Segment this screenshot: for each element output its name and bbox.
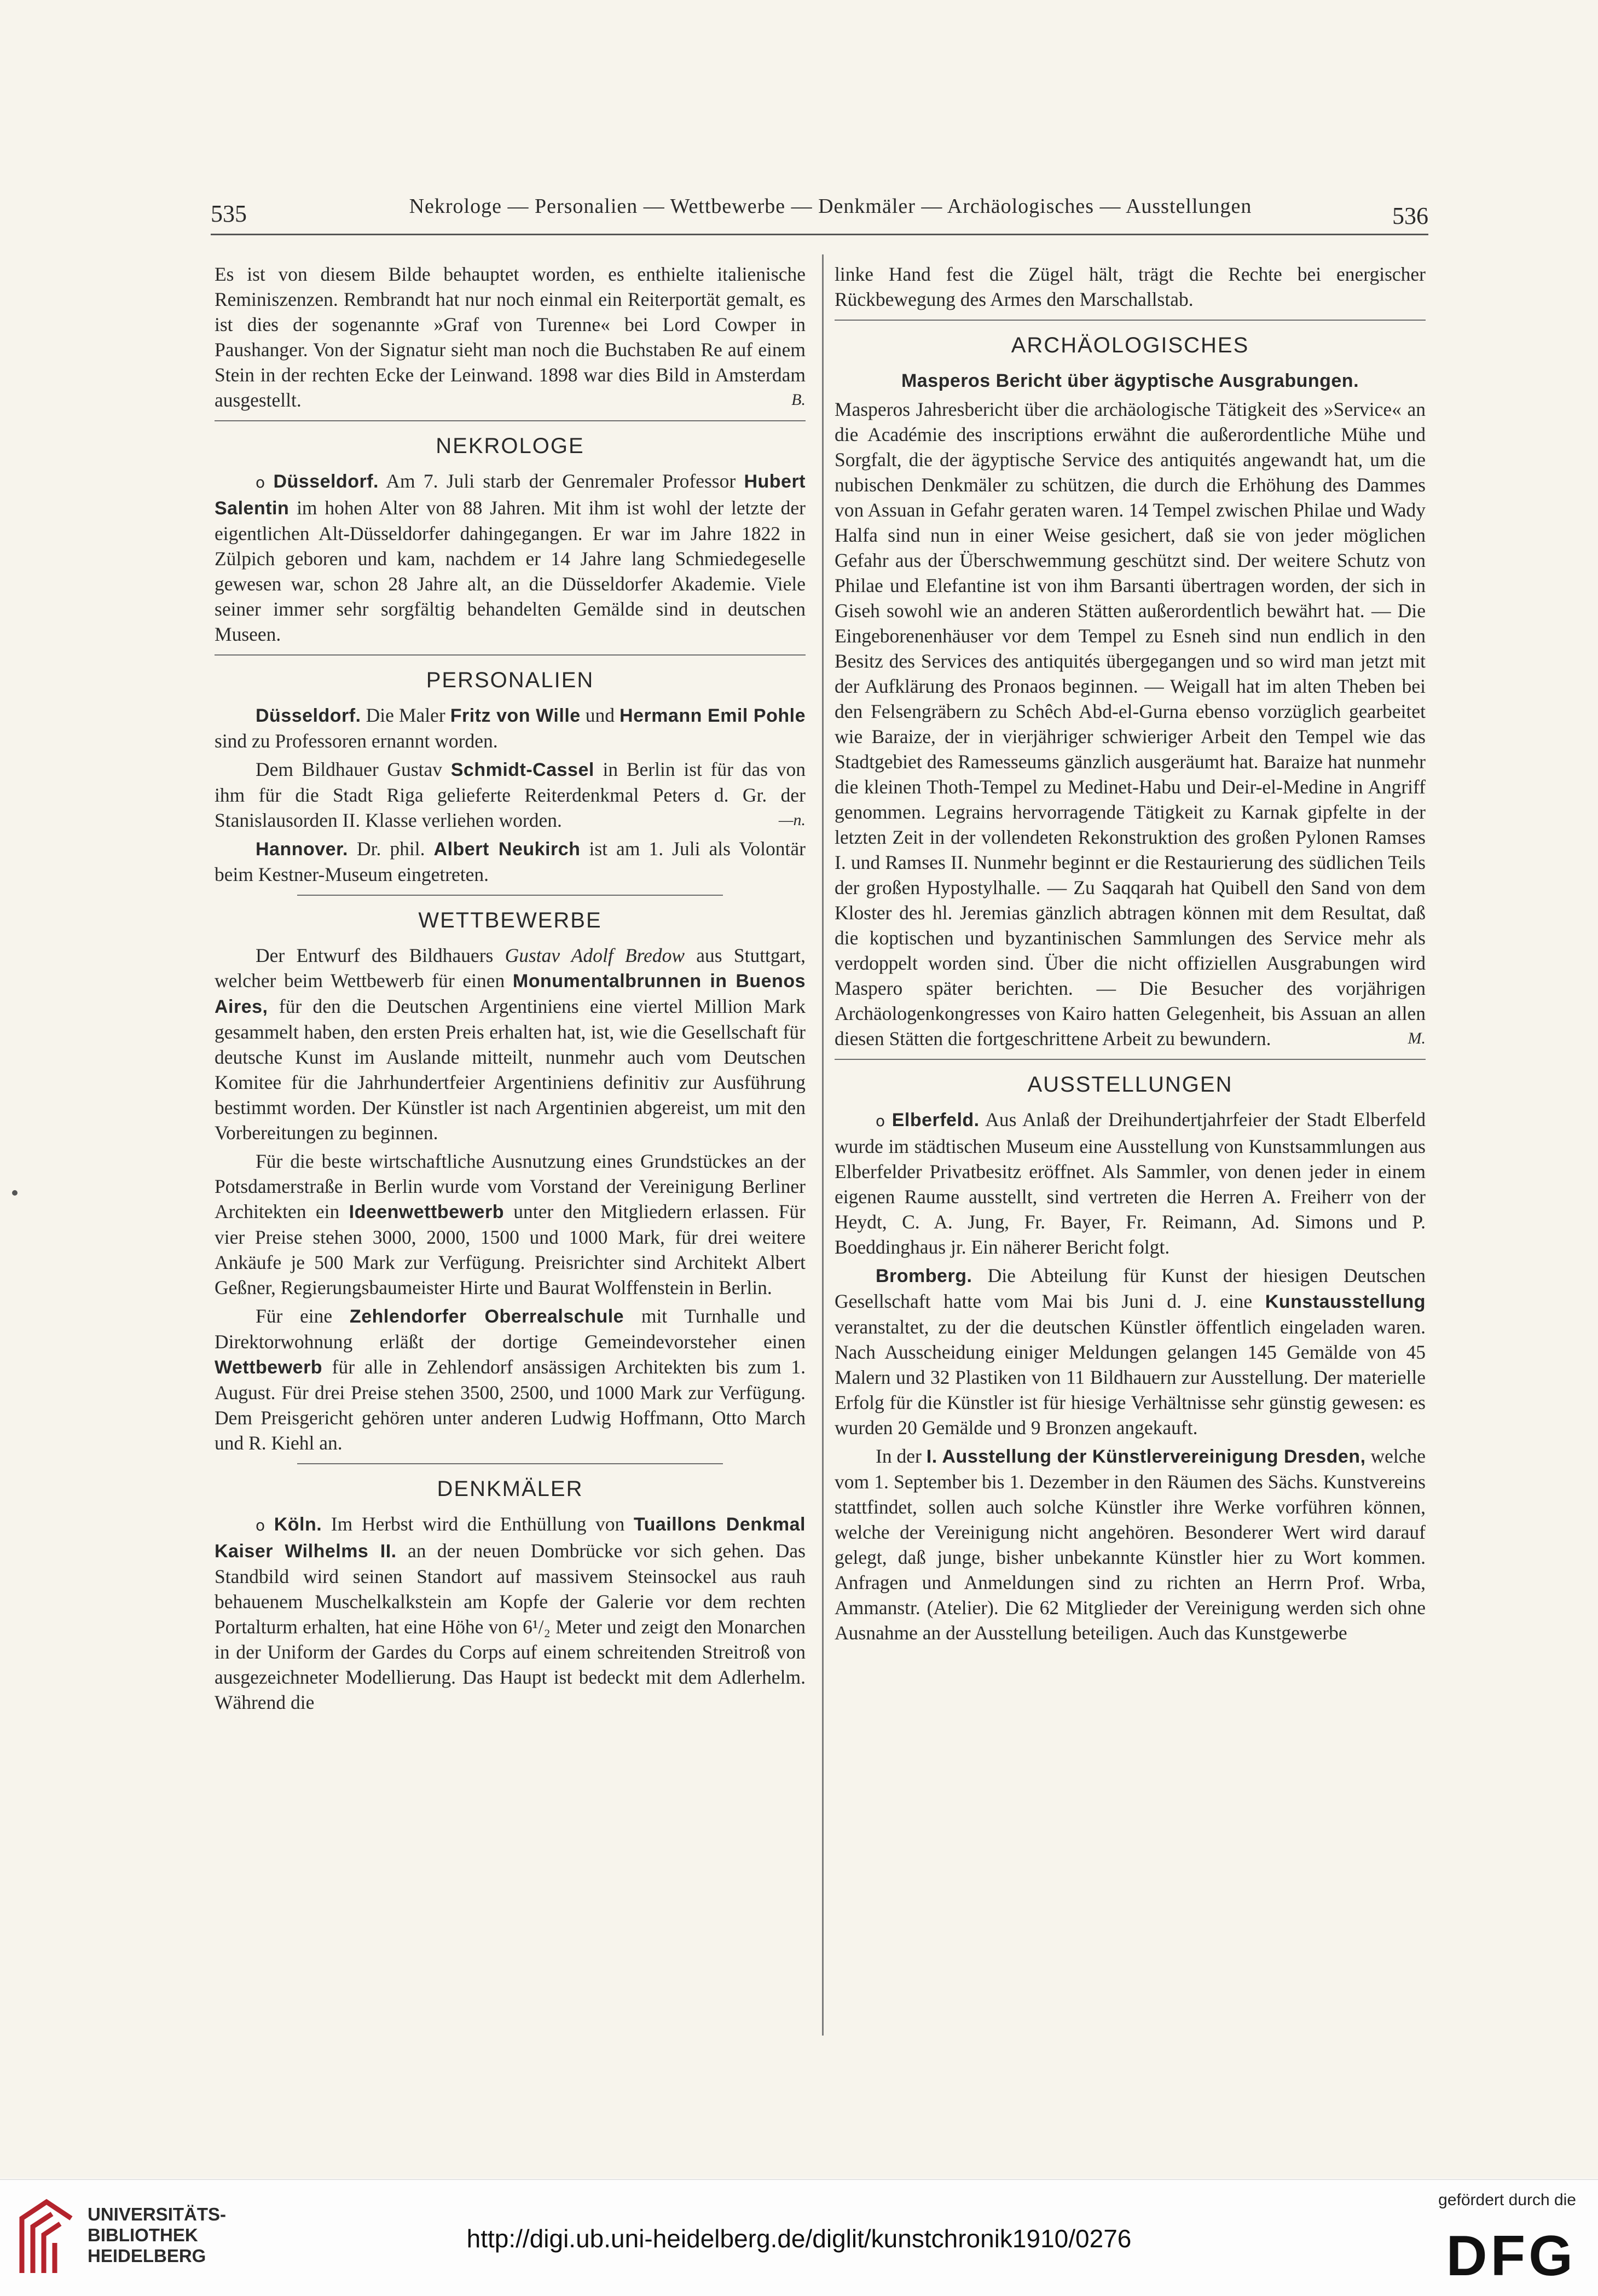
running-title: Nekrologe — Personalien — Wettbewerbe — Denkmäler — Archäologisches — Ausstellungen [409, 195, 1252, 218]
cross-mark: o [256, 473, 265, 491]
wettbewerb-entry-2: Für die beste wirtschaftliche Ausnutzung eines Grundstückes an der Potsdamerstraße in Berlin wurde vom Vorstand der Vereinigung Berliner Architekten ein Ideenwettbewerb unter den Mitgliedern erlassen. Für vier Preise stehen 3000, 2000, 1500 und 1000 Mark, für drei weitere Ankäufe je 500 Mark zur Verfügung. Preisrichter sind Architekt Albert Geßner, Regierungsbaumeister Hirte und Baurat Wolffenstein in Berlin. [215, 1150, 806, 1298]
nekrolog-entry: o Düsseldorf. Am 7. Juli starb der Genremaler Professor Hubert Salentin im hohen Alter von 88 Jahren. Mit ihm ist wohl der letzte der eigentlichen Alt-Düsseldorfer dahingegangen. Er war im Jahre 1822 in Zülpich geboren und kam, nachdem er 14 Jahre lang Schmiedegeselle gewesen war, schon 28 Jahre alt, an die Düsseldorfer Akademie. Viele seiner immer sehr sorgfältig behandelten Gemälde sind in deutschen Museen. [215, 470, 806, 645]
cross-mark: o [876, 1112, 885, 1130]
left-column [215, 262, 806, 1718]
page-number-right: 536 [1392, 202, 1428, 229]
personalien-entry-3: Hannover. Dr. phil. Albert Neukirch ist am 1. Juli als Volontär beim Kestner-Museum eingetreten. [215, 838, 806, 885]
header-rule [211, 234, 1428, 235]
heading-archaeologisches: ARCHÄOLOGISCHES [1011, 333, 1249, 357]
section-rule [215, 420, 806, 421]
source-url-link[interactable]: http://digi.ub.uni-heidelberg.de/diglit/kunstchronik1910/0276 [466, 2224, 1132, 2253]
person-name: Hubert Salentin [215, 471, 806, 519]
footer-bar [0, 2179, 1598, 2296]
ausstellung-entry-1: o Elberfeld. Aus Anlaß der Dreihundertjahrfeier der Stadt Elberfeld wurde im städtischen Museum eine Ausstellung von Kunstsammlungen aus Elberfelder Privatbesitz eröffnet. Als Sammler, von denen jeder in einem eigenen Raume ausstellt, sind vertreten die Herren A. Freiherr von der Heydt, C. A. Jung, Fr. Bayer, Fr. Reimann, Ad. Simons und P. Boeddinghaus jr. Ein näherer Bericht folgt. [835, 1109, 1426, 1258]
ausstellung-entry-2: Bromberg. Die Abteilung für Kunst der hiesigen Deutschen Gesellschaft hatte vom Mai bis Juni d. J. eine Kunstausstellung veranstaltet, zu der die deutschen Künstler öffentlich eingeladen waren. Nach Ausscheidung einiger Meldungen gelangen 145 Gemälde von 45 Malern und 32 Plastiken von 11 Bildhauern zur Ausstellung. Der materielle Erfolg für die Künstler ist für hiesige Verhältnisse sehr günstig gewesen: es wurden 20 Gemälde und 9 Bronzen angekauft. [835, 1265, 1426, 1439]
personalien-entry-1: Düsseldorf. Die Maler Fritz von Wille und Hermann Emil Pohle sind zu Professoren ernannt worden. [215, 704, 806, 752]
margin-dot [12, 1190, 18, 1196]
intro-paragraph: Es ist von diesem Bilde behauptet worden, es enthielte italienische Reminiszenzen. Rembrandt hat nur noch einmal ein Reiterportät gemalt, es ist dies der sogenannte »Graf von Turenne« bei Lord Cowper in Paushanger. Von der Signatur sieht man noch die Buchstaben Re auf einem Stein in der rechten Ecke der Leinwand. 1898 war dies Bild in Amsterdam ausgestellt. B. [215, 262, 806, 413]
section-rule [835, 320, 1426, 321]
heading-ausstellungen: AUSSTELLUNGEN [1027, 1072, 1233, 1097]
dfg-logo[interactable]: DFG [1446, 2224, 1576, 2288]
personalien-entry-2: Dem Bildhauer Gustav Schmidt-Cassel in Berlin ist für das von ihm für die Stadt Riga gelieferte Reiterdenkmal Peters d. Gr. der Stanislausorden II. Klasse verliehen worden. —n. [215, 757, 806, 833]
heading-nekrologe: NEKROLOGE [436, 434, 584, 458]
wettbewerb-entry-1: Der Entwurf des Bildhauers Gustav Adolf Bredow aus Stuttgart, welcher beim Wettbewerb für einen Monumentalbrunnen in Buenos Aires, für den die Deutschen Argentiniens eine viertel Million Mark gesammelt haben, den ersten Preis erhalten hat, ist, wie die Gesellschaft für deutsche Kunst im Auslande mitteilt, nunmehr auch vom Deutschen Komitee für die Jahrhundertfeier Argentiniens definitiv zur Ausführung bestimmt worden. Der Künstler ist nach Argentinien abgereist, um mit den Vorbereitungen zu beginnen. [215, 944, 806, 1144]
archaeology-report: Masperos Jahresbericht über die archäologische Tätigkeit des »Service« an die Académie des inscriptions erwähnt die außerordentliche Mühe und Sorgfalt, die der ägyptische Service des antiquités angewandt hat, um die nubischen Denkmäler zu schützen, die durch die Erhöhung des Dammes von Assuan in Gefahr geraten waren. 14 Tempel zwischen Philae und Wady Halfa sind nun in einer Weise gesichert, daß sie von jeder möglichen Gefahr aus der Überschwemmung geschützt sind. Der weitere Schutz von Philae und Elefantine ist von ihm Barsanti übertragen worden, der sich in Giseh sowohl wie an anderen Stätten außerordentlich bewährt hat. — Die Eingeborenenhäuser vor dem Tempel zu Esneh sind nun endlich in den Besitz des Services des antiquités übergegangen und so wird man jetzt mit der Aufklärung des Pronaos beginnen. — Weigall hat im alten Theben bei den Felsengräbern zu Schêch Abd-el-Gurna ebenso vorzüglich gearbeitet wie Baraize, der in vierjähriger schwieriger Arbeit den Tempel wie das Stadtgebiet des Ramesseums gänzlich ausgeräumt hat. Baraize hat nunmehr die kleinen Thoth-Tempel zu Medinet-Habu und Deir-el-Medine in Angriff genommen. Legrains hervorragende Tätigkeit zu Karnak gipfelte in der letzten Zeit in der vollendeten Rekonstruktion des großen Pylonen Ramses I. und Ramses II. Nunmehr beginnt er die Restaurierung des südlichen Teils der großen Hypostylhalle. — Zu Saqqarah hat Quibell den Sand von dem Kloster des hl. Jeremias gänzlich abtragen können mit dem Resultat, daß die koptischen und byzantinischen Sammlungen des Service mehr als verdoppelt worden sind. Über die nicht offiziellen Ausgrabungen wird Maspero später berichten. — Die Besucher des vorjährigen Archäologenkongresses von Kairo hatten Gelegenheit, bis Assuan an allen diesen Stätten die fortgeschrittene Arbeit zu bewundern. M. [835, 397, 1426, 1051]
right-column [835, 262, 1426, 1649]
signature: B. [791, 391, 806, 409]
place-name: Düsseldorf. [273, 471, 379, 492]
section-rule [297, 895, 723, 896]
wettbewerb-entry-3: Für eine Zehlendorfer Oberrealschule mit Turnhalle und Direktorwohnung erläßt der dortige Gemeindevorsteher einen Wettbewerb für alle in Zehlendorf ansässigen Architekten bis zum 1. August. Für drei Preise stehen 3500, 2500, und 1000 Mark zur Verfügung. Dem Preisgericht gehören unter anderen Ludwig Hoffmann, Otto March und R. Kiehl an. [215, 1305, 806, 1454]
library-name[interactable]: UNIVERSITÄTS- BIBLIOTHEK HEIDELBERG [88, 2204, 227, 2266]
intro-paragraph-right: linke Hand fest die Zügel hält, trägt die Rechte bei energischer Rückbewegung des Armes den Marschallstab. [835, 263, 1426, 310]
signature: —n. [778, 811, 806, 829]
ausstellung-entry-3: In der I. Ausstellung der Künstlervereinigung Dresden, welche vom 1. September bis 1. Dezember in den Räumen des Sächs. Kunstvereins stattfindet, sollen auch solche Künstler ihre Werke vorführen können, welche der Vereinigung nicht angehören. Besonderer Wert wird darauf gelegt, daß junge, bisher unbekannte Künstler hier zu Wort kommen. Anfragen und Anmeldungen sind zu richten an Herrn Prof. Wrba, Ammanstr. (Atelier). Die 62 Mitglieder der Vereinigung werden sich ohne Ausnahme an der Ausstellung beteiligen. Auch das Kunstgewerbe [835, 1445, 1426, 1644]
heading-denkmaeler: DENKMÄLER [437, 1477, 583, 1501]
section-rule [215, 654, 806, 656]
signature: M. [1408, 1029, 1426, 1047]
page-header [211, 194, 1428, 238]
heading-wettbewerbe: WETTBEWERBE [418, 908, 602, 932]
section-rule [835, 1059, 1426, 1060]
article-title: Masperos Bericht über ägyptische Ausgrabungen. [901, 370, 1359, 391]
denkmal-entry: o Köln. Im Herbst wird die Enthüllung von Tuaillons Denkmal Kaiser Wilhelms II. an der neuen Dombrücke vor sich gehen. Das Standbild wird seinen Standort auf massivem Steinsockel aus rauh behauenem Muschelkalkstein am Kopfe der Galerie vor dem rechten Portalturm erhalten, hat eine Höhe von 6¹/₂ Meter und zeigt den Monarchen in der Uniform der Gardes du Corps auf einem schreitenden Streitroß von ausgezeichneter Modellierung. Das Haupt ist bedeckt mit dem Adlerhelm. Während die [215, 1513, 806, 1713]
page-number-left: 535 [211, 200, 247, 227]
section-rule [297, 1463, 723, 1464]
funding-note: gefördert durch die [1438, 2191, 1576, 2209]
column-divider [822, 254, 824, 2036]
cross-mark: o [256, 1516, 265, 1534]
heading-personalien: PERSONALIEN [426, 668, 594, 692]
